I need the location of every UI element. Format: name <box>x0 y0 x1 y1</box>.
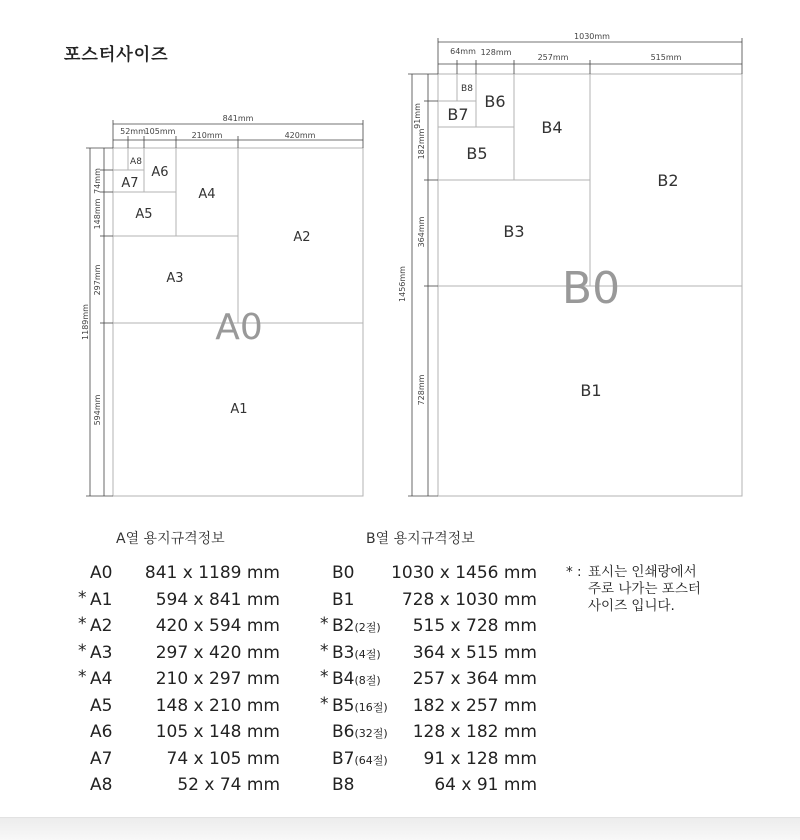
size-dims: 364 x 515 mm <box>412 642 537 663</box>
size-dims: 105 x 148 mm <box>155 722 280 742</box>
size-dims: 210 x 297 mm <box>155 669 280 689</box>
a-top-dim-1: 52mm <box>120 127 146 136</box>
a-side-dim-1: 74mm <box>93 168 102 194</box>
size-sub: (8절) <box>354 674 381 687</box>
table-row <box>332 772 537 799</box>
size-sub: (2절) <box>354 621 381 634</box>
star-mark: * <box>78 587 87 608</box>
a-top-dim-4: 420mm <box>284 131 316 140</box>
size-dims: 420 x 594 mm <box>155 616 280 636</box>
a-table-title: A열 용지규격정보 <box>116 531 225 547</box>
star-mark: * <box>320 693 329 714</box>
a1-label: A1 <box>230 402 248 417</box>
table-row <box>320 640 537 667</box>
size-dims: 128 x 182 mm <box>412 722 537 742</box>
table-row <box>90 746 280 773</box>
size-name: A3 <box>90 642 113 663</box>
a-width-label: 841mm <box>222 114 254 123</box>
b-top-dim-3: 257mm <box>537 53 569 62</box>
size-name: A6 <box>90 722 113 742</box>
a-height-label: 1189mm <box>81 304 90 340</box>
table-row <box>90 719 280 746</box>
b-top-dim-4: 515mm <box>650 53 682 62</box>
size-name: B5 <box>332 695 355 716</box>
b3-label: B3 <box>503 222 525 241</box>
size-name: A1 <box>90 589 113 610</box>
table-row <box>332 719 537 746</box>
a0-label: A0 <box>215 307 263 348</box>
a-side-dim-2: 148mm <box>93 198 102 230</box>
size-name: A4 <box>90 669 113 689</box>
table-row <box>78 613 280 640</box>
note-line: 주로 나가는 포스터 <box>588 581 701 597</box>
size-sub: (32절) <box>354 727 388 740</box>
size-name: B8 <box>332 775 355 795</box>
table-row <box>90 772 280 799</box>
table-row <box>332 587 537 614</box>
table-row <box>78 640 280 667</box>
size-dims: 91 x 128 mm <box>423 748 537 769</box>
b-size-table <box>320 560 537 799</box>
a3-label: A3 <box>166 271 184 286</box>
a5-label: A5 <box>135 207 153 222</box>
table-row <box>320 693 537 720</box>
size-dims: 728 x 1030 mm <box>401 589 537 610</box>
size-name: A0 <box>90 563 113 583</box>
table-row <box>320 613 537 640</box>
size-dims: 182 x 257 mm <box>412 695 537 716</box>
a-top-dim-3: 210mm <box>191 131 223 140</box>
b1-label: B1 <box>580 381 602 400</box>
star-mark: * <box>320 614 329 634</box>
b-side-dim-1: 91mm <box>413 103 422 129</box>
b-height-label: 1456mm <box>398 266 407 302</box>
table-row <box>332 560 537 587</box>
table-row <box>90 693 280 720</box>
a6-label: A6 <box>151 165 169 180</box>
b-width-label: 1030mm <box>574 32 610 41</box>
table-row <box>90 560 280 587</box>
size-name: A2 <box>90 616 113 636</box>
a-size-table <box>78 560 280 799</box>
footer-bar <box>0 817 800 840</box>
a8-label: A8 <box>130 157 142 167</box>
b0-label: B0 <box>561 263 621 314</box>
star-mark: * <box>78 640 87 661</box>
star-mark: * <box>320 667 329 687</box>
b2-label: B2 <box>657 171 679 190</box>
size-sub: (64절) <box>354 753 388 767</box>
star-mark: * <box>320 640 329 661</box>
note-mark: * : <box>566 564 582 580</box>
size-name: B0 <box>332 563 355 583</box>
size-dims: 74 x 105 mm <box>166 748 280 769</box>
a7-label: A7 <box>121 176 139 191</box>
size-name: A7 <box>90 748 113 769</box>
star-mark: * <box>78 667 87 687</box>
size-dims: 64 x 91 mm <box>434 775 537 795</box>
a4-label: A4 <box>198 187 216 202</box>
b-side-dim-3: 364mm <box>417 216 426 248</box>
table-row <box>78 666 280 693</box>
b-table-title: B열 용지규격정보 <box>366 531 475 547</box>
size-dims: 594 x 841 mm <box>155 589 280 610</box>
size-name: A5 <box>90 695 113 716</box>
table-row <box>320 666 537 693</box>
b-side-dim-4: 728mm <box>417 374 426 406</box>
size-name: B2 <box>332 616 355 636</box>
a2-label: A2 <box>293 230 311 245</box>
size-name: B3 <box>332 642 355 663</box>
table-row <box>332 746 537 773</box>
star-mark: * <box>78 614 87 634</box>
note-line: 표시는 인쇄랑에서 <box>588 564 697 580</box>
b7-label: B7 <box>447 105 469 124</box>
a-side-dim-3: 297mm <box>93 264 102 296</box>
a-top-dim-2: 105mm <box>144 127 176 136</box>
a-series-diagram <box>81 114 363 496</box>
b-top-dim-2: 128mm <box>480 48 512 57</box>
b5-label: B5 <box>466 144 488 163</box>
size-dims: 148 x 210 mm <box>155 695 280 716</box>
b-side-dim-2: 182mm <box>417 128 426 160</box>
size-dims: 1030 x 1456 mm <box>391 563 537 583</box>
table-row <box>78 587 280 614</box>
size-name: A8 <box>90 775 113 795</box>
size-name: B6 <box>332 722 355 742</box>
size-name: B1 <box>332 589 355 610</box>
b8-label: B8 <box>461 84 473 94</box>
page-title: 포스터사이즈 <box>64 45 169 65</box>
size-sub: (4절) <box>354 647 381 661</box>
size-dims: 515 x 728 mm <box>412 616 537 636</box>
size-dims: 257 x 364 mm <box>412 669 537 689</box>
note <box>566 564 701 615</box>
note-line: 사이즈 입니다. <box>588 598 675 614</box>
a-side-dim-4: 594mm <box>93 394 102 426</box>
size-dims: 841 x 1189 mm <box>144 563 280 583</box>
b-series-diagram <box>398 32 742 496</box>
b6-label: B6 <box>484 92 506 111</box>
size-dims: 52 x 74 mm <box>177 775 280 795</box>
b4-label: B4 <box>541 118 563 137</box>
size-sub: (16절) <box>354 700 388 714</box>
size-dims: 297 x 420 mm <box>155 642 280 663</box>
size-name: B7 <box>332 748 355 769</box>
b-top-dim-1: 64mm <box>450 47 476 56</box>
size-name: B4 <box>332 669 355 689</box>
